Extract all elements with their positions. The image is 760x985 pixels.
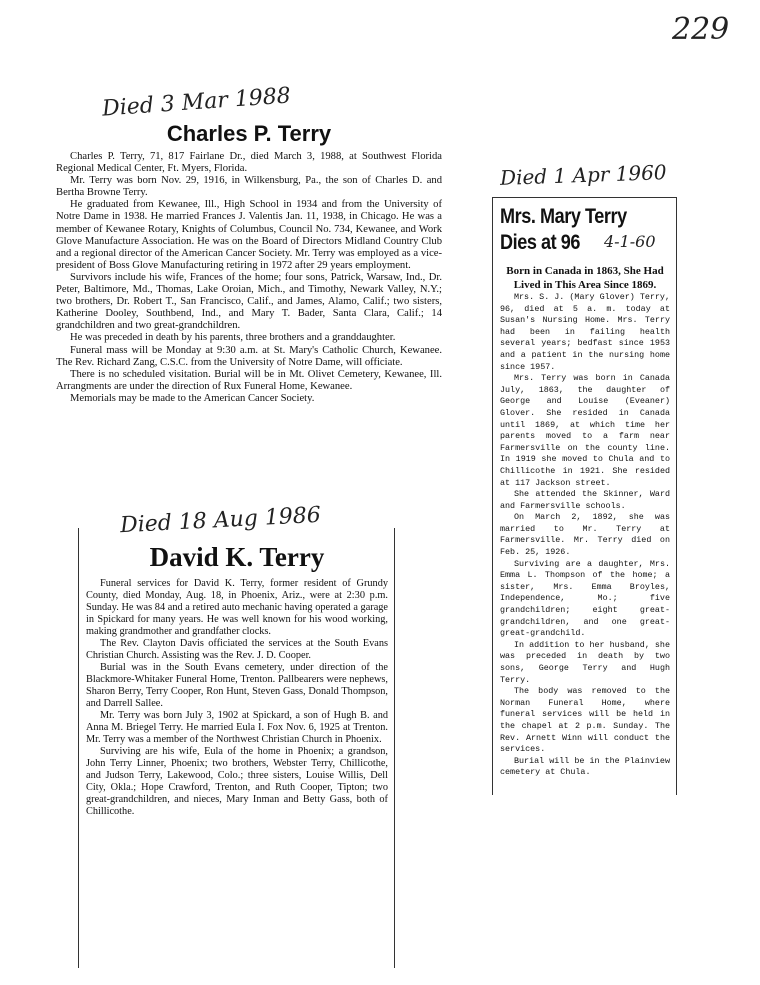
david-paragraph: Burial was in the South Evans cemetery, under direction of the Blackmore-Whitaker Funeral Home, Trenton. Pallbearers were nephews, Sharon Berry, Terry Cooper, Ron Hunt, Steven Gass, Donald Thompson, and Darrell Sallee. xyxy=(86,662,388,709)
david-paragraph: The Rev. Clayton Davis officiated the services at the South Evans Christian Church. Assisting was the Rev. J. D. Cooper. xyxy=(86,638,388,661)
mary-clip-top-edge xyxy=(492,197,677,198)
david-paragraph: Surviving are his wife, Eula of the home in Phoenix; a grandson, John Terry Linner, Phoenix; two brothers, Webster Terry, Chillicothe, and Judson Terry, Lakewood, Colo.; three sisters, Louise Willis, Dell City, Okla.; Hope Crawford, Trenton, and Ruth Cooper, Tipton; two great-grandchildren, and nieces, Mary Inman and Betty Gass, both of Chillicothe. xyxy=(86,746,388,817)
mary-paragraph: Burial will be in the Plainview cemetery at Chula. xyxy=(500,755,670,778)
david-clip-right-edge xyxy=(394,528,395,968)
charles-headline: Charles P. Terry xyxy=(166,121,332,146)
mary-obituary xyxy=(500,204,670,779)
david-paragraph: Mr. Terry was born July 3, 1902 at Spickard, a son of Hugh B. and Anna M. Briegel Terry. He married Eula I. Fox Nov. 6, 1925 at Trenton. Mr. Terry was a member of the Northwest Christian Church in Phoenix. xyxy=(86,710,388,745)
mary-headline-line2: Dies at 96 xyxy=(500,231,581,254)
charles-paragraph: Charles P. Terry, 71, 817 Fairlane Dr., died March 3, 1988, at Southwest Florida Regional Medical Center, Ft. Myers, Florida. xyxy=(56,151,442,175)
mary-paragraph: In addition to her husband, she was preceded in death by two sons, George Terry and Hugh Terry. xyxy=(500,639,670,685)
david-paragraph: Funeral services for David K. Terry, former resident of Grundy County, died Monday, Aug. 18, in Phoenix, Ariz., were at 2:30 p.m. Sunday. He was 84 and a retired auto mechanic having operated a garage in Spickard for many years. He was well known for his wood working, making grandmother and grandfather clocks. xyxy=(86,578,388,637)
mary-subhead: Born in Canada in 1863, She Had Lived in This Area Since 1869. xyxy=(506,265,664,291)
charles-paragraph: Survivors include his wife, Frances of the home; four sons, Patrick, Warsaw, Ind., Dr. Peter, Baltimore, Md., Thomas, Lake Oroian, Mich., and Timothy, Newark Valley, N.Y.; two brothers, Dr. Robert T., San Francisco, Calif., and James, Alamo, Calif.; two sisters, Katherine Dooley, Southbend, Ind., and Mary T. Bader, Santa Clara, Calif.; 14 grandchildren and two great-grandchildren. xyxy=(56,271,442,332)
mary-handwritten-date: Died 1 Apr 1960 xyxy=(499,160,667,190)
david-obituary xyxy=(86,540,388,818)
mary-handwritten-note: 4-1-60 xyxy=(604,232,656,251)
charles-paragraph: There is no scheduled visitation. Burial will be in Mt. Olivet Cemetery, Kewanee, Ill. Arrangments are under the direction of Rux Funeral Home, Kewanee. xyxy=(56,368,442,392)
david-handwritten-date: Died 18 Aug 1986 xyxy=(119,502,322,539)
charles-obituary xyxy=(56,120,442,405)
david-headline: David K. Terry xyxy=(149,542,325,572)
charles-paragraph: Funeral mass will be Monday at 9:30 a.m. at St. Mary's Catholic Church, Kewanee. The Rev. Richard Zang, C.S.C. from the University of Notre Dame, will officiate. xyxy=(56,344,442,368)
charles-paragraph: He graduated from Kewanee, Ill., High School in 1934 and from the University of Notre Dame in 1938. He married Frances J. Valentis Jan. 11, 1938, in Chicago. He was a member of Kewanee Rotary, Knights of Columbus, Council No. 734, Kewanee, and Work Glove Manufacture Association. He was on the Board of Directors Midland Country Club and a regional director of the American Cancer Society. Mr. Terry was employed as a vice-president of Boss Glove Manufacturing retiring in 1972 after 29 years employment. xyxy=(56,199,442,271)
mary-paragraph: On March 2, 1892, she was married to Mr. Terry at Farmersville. Mr. Terry died on Feb. 25, 1926. xyxy=(500,512,670,558)
charles-handwritten-date: Died 3 Mar 1988 xyxy=(101,83,292,122)
mary-paragraph: The body was removed to the Norman Funeral Home, where funeral services will be held in the chapel at 2 p.m. Sunday. The Rev. Arnett Winn will conduct the services. xyxy=(500,686,670,755)
mary-headline-line1: Mrs. Mary Terry xyxy=(500,205,627,228)
mary-paragraph: Mrs. S. J. (Mary Glover) Terry, 96, died at 5 a. m. today at Susan's Nursing Home. Mrs. Terry had been in failing health several years; bedfast since 1953 and a patient in the nursing home since 1957. xyxy=(500,292,670,372)
charles-paragraph: Memorials may be made to the American Cancer Society. xyxy=(70,392,315,404)
mary-paragraph: Mrs. Terry was born in Canada July, 1863, the daughter of George and Louise (Eveaner) Glover. She resided in Canada until 1869, at which time her parents moved to a farm near Farmersville on the county line. In 1919 she moved to Chula and to Chillicothe in 1921. She resided at 117 Jackson street. xyxy=(500,373,670,488)
page-number: 229 xyxy=(672,12,730,47)
charles-paragraph: Mr. Terry was born Nov. 29, 1916, in Wilkensburg, Pa., the son of Charles D. and Bertha Browne Terry. xyxy=(56,175,442,199)
mary-paragraph: Surviving are a daughter, Mrs. Emma L. Thompson of the home; a sister, Mrs. Emma Broyles, Independence, Mo.; five grandchildren; eight great-grandchildren, and one great-great-grandchild. xyxy=(500,558,670,639)
mary-clip-left-edge xyxy=(492,197,493,795)
david-clip-left-edge xyxy=(78,528,79,968)
charles-paragraph: He was preceded in death by his parents, three brothers and a granddaughter. xyxy=(70,332,396,344)
mary-paragraph: She attended the Skinner, Ward and Farmersville schools. xyxy=(500,489,670,511)
mary-clip-right-edge xyxy=(676,197,677,795)
